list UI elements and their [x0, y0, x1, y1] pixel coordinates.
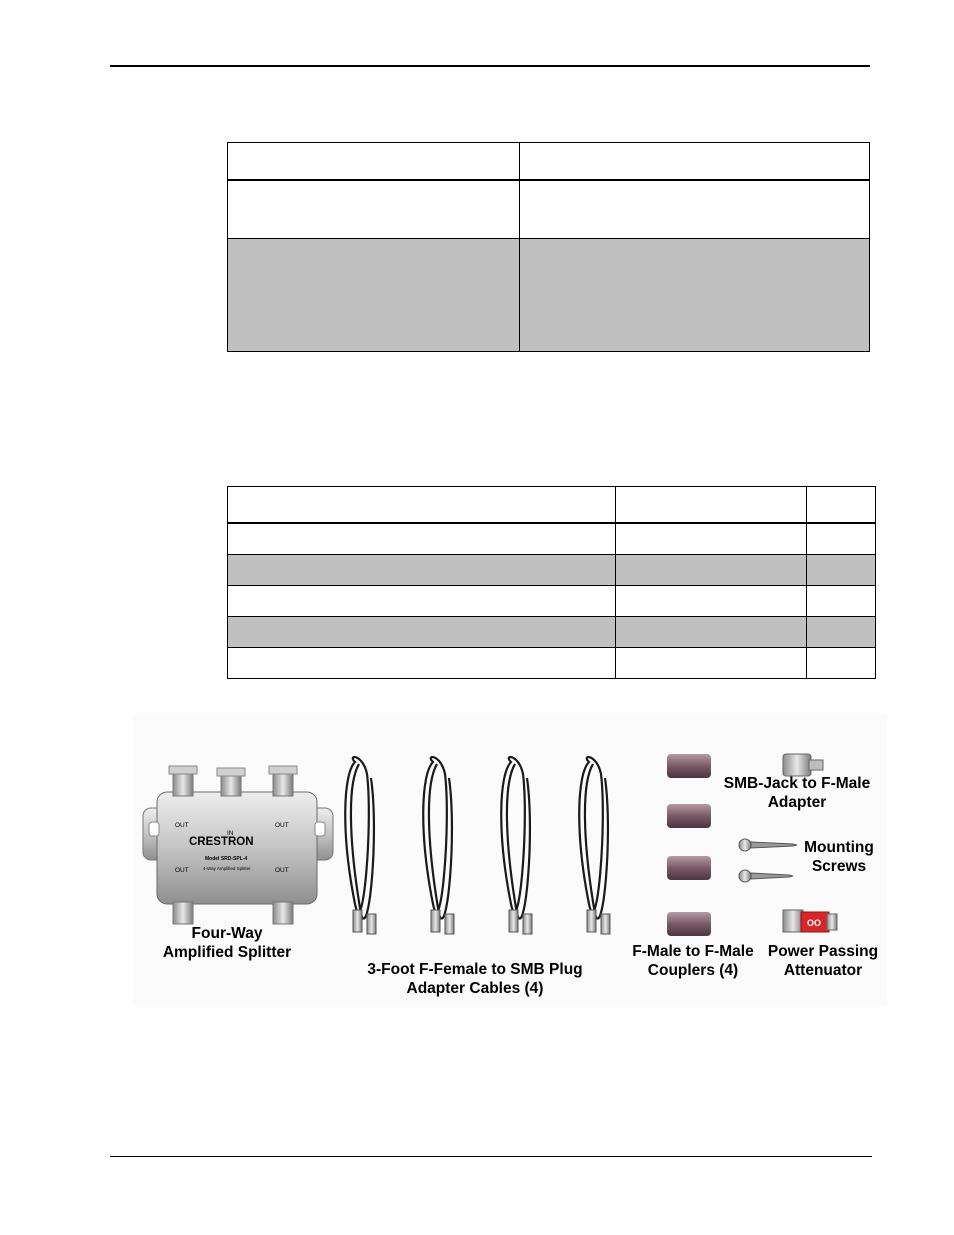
table-header-row — [228, 487, 876, 524]
specifications-table — [227, 142, 870, 352]
cables-caption — [355, 960, 595, 998]
table-cell — [616, 648, 807, 679]
table-cell — [520, 180, 870, 239]
table-header-row — [228, 143, 870, 181]
couplers-caption — [623, 942, 763, 980]
table-row — [228, 648, 876, 679]
table-header-cell — [228, 487, 616, 524]
contents-table — [227, 486, 876, 679]
splitter-port-out-label: OUT — [175, 867, 189, 874]
splitter-subtitle-label: 4-Way Amplified Splitter — [203, 866, 251, 871]
mounting-screws-image — [739, 839, 797, 882]
caption-line: Mounting — [804, 839, 874, 856]
attenuator-image — [783, 910, 837, 932]
caption-line: Power Passing — [767, 943, 879, 960]
table-header-cell — [807, 487, 876, 524]
caption-line: Attenuator — [783, 962, 863, 979]
table-cell — [228, 239, 520, 352]
caption-line: Adapter Cables (4) — [406, 980, 544, 997]
smb-adapter-caption — [715, 774, 879, 812]
footer-rule — [110, 1156, 872, 1157]
table-header-cell — [520, 143, 870, 181]
table-row — [228, 180, 870, 239]
adapter-cables-image — [345, 757, 608, 919]
header-rule — [110, 65, 870, 67]
table-cell — [228, 586, 616, 617]
table-cell — [616, 586, 807, 617]
splitter-port-out-label: OUT — [175, 822, 189, 829]
four-way-splitter-image — [143, 766, 333, 924]
splitter-brand-label: CRESTRON — [189, 836, 254, 848]
table-row — [228, 617, 876, 648]
table-cell — [228, 523, 616, 555]
coupler-images — [667, 754, 711, 936]
package-contents-figure — [133, 714, 887, 1006]
table-row — [228, 586, 876, 617]
table-row — [228, 555, 876, 586]
table-cell — [228, 617, 616, 648]
table-header-cell — [616, 487, 807, 524]
caption-line: 3-Foot F-Female to SMB Plug — [367, 961, 583, 978]
table-cell — [807, 523, 876, 555]
caption-line: Amplified Splitter — [162, 944, 292, 961]
caption-line: SMB-Jack to F-Male — [723, 775, 871, 792]
table-cell — [807, 648, 876, 679]
table-cell — [228, 648, 616, 679]
table-row — [228, 239, 870, 352]
cable-connectors — [353, 910, 610, 934]
table-cell — [520, 239, 870, 352]
table-cell — [807, 617, 876, 648]
attenuator-caption — [761, 942, 885, 980]
table-row — [228, 523, 876, 555]
table-cell — [807, 586, 876, 617]
table-cell — [228, 555, 616, 586]
splitter-port-out-label: OUT — [275, 822, 289, 829]
caption-line: Four-Way — [191, 925, 263, 942]
caption-line: Adapter — [767, 794, 827, 811]
splitter-port-in-label: IN — [227, 830, 234, 837]
table-header-cell — [228, 143, 520, 181]
splitter-port-out-label: OUT — [275, 867, 289, 874]
table-cell — [807, 555, 876, 586]
table-cell — [228, 180, 520, 239]
table-cell — [616, 617, 807, 648]
smb-adapter-image — [783, 754, 823, 776]
caption-line: Screws — [811, 858, 867, 875]
caption-line: F-Male to F-Male — [632, 943, 754, 960]
screws-caption — [797, 838, 881, 876]
table-cell — [616, 523, 807, 555]
caption-line: Couplers (4) — [647, 962, 739, 979]
splitter-model-label: Model SRD-SPL-4 — [205, 856, 248, 862]
table-cell — [616, 555, 807, 586]
splitter-caption — [157, 924, 297, 962]
attenuator-label: OO — [807, 918, 822, 928]
